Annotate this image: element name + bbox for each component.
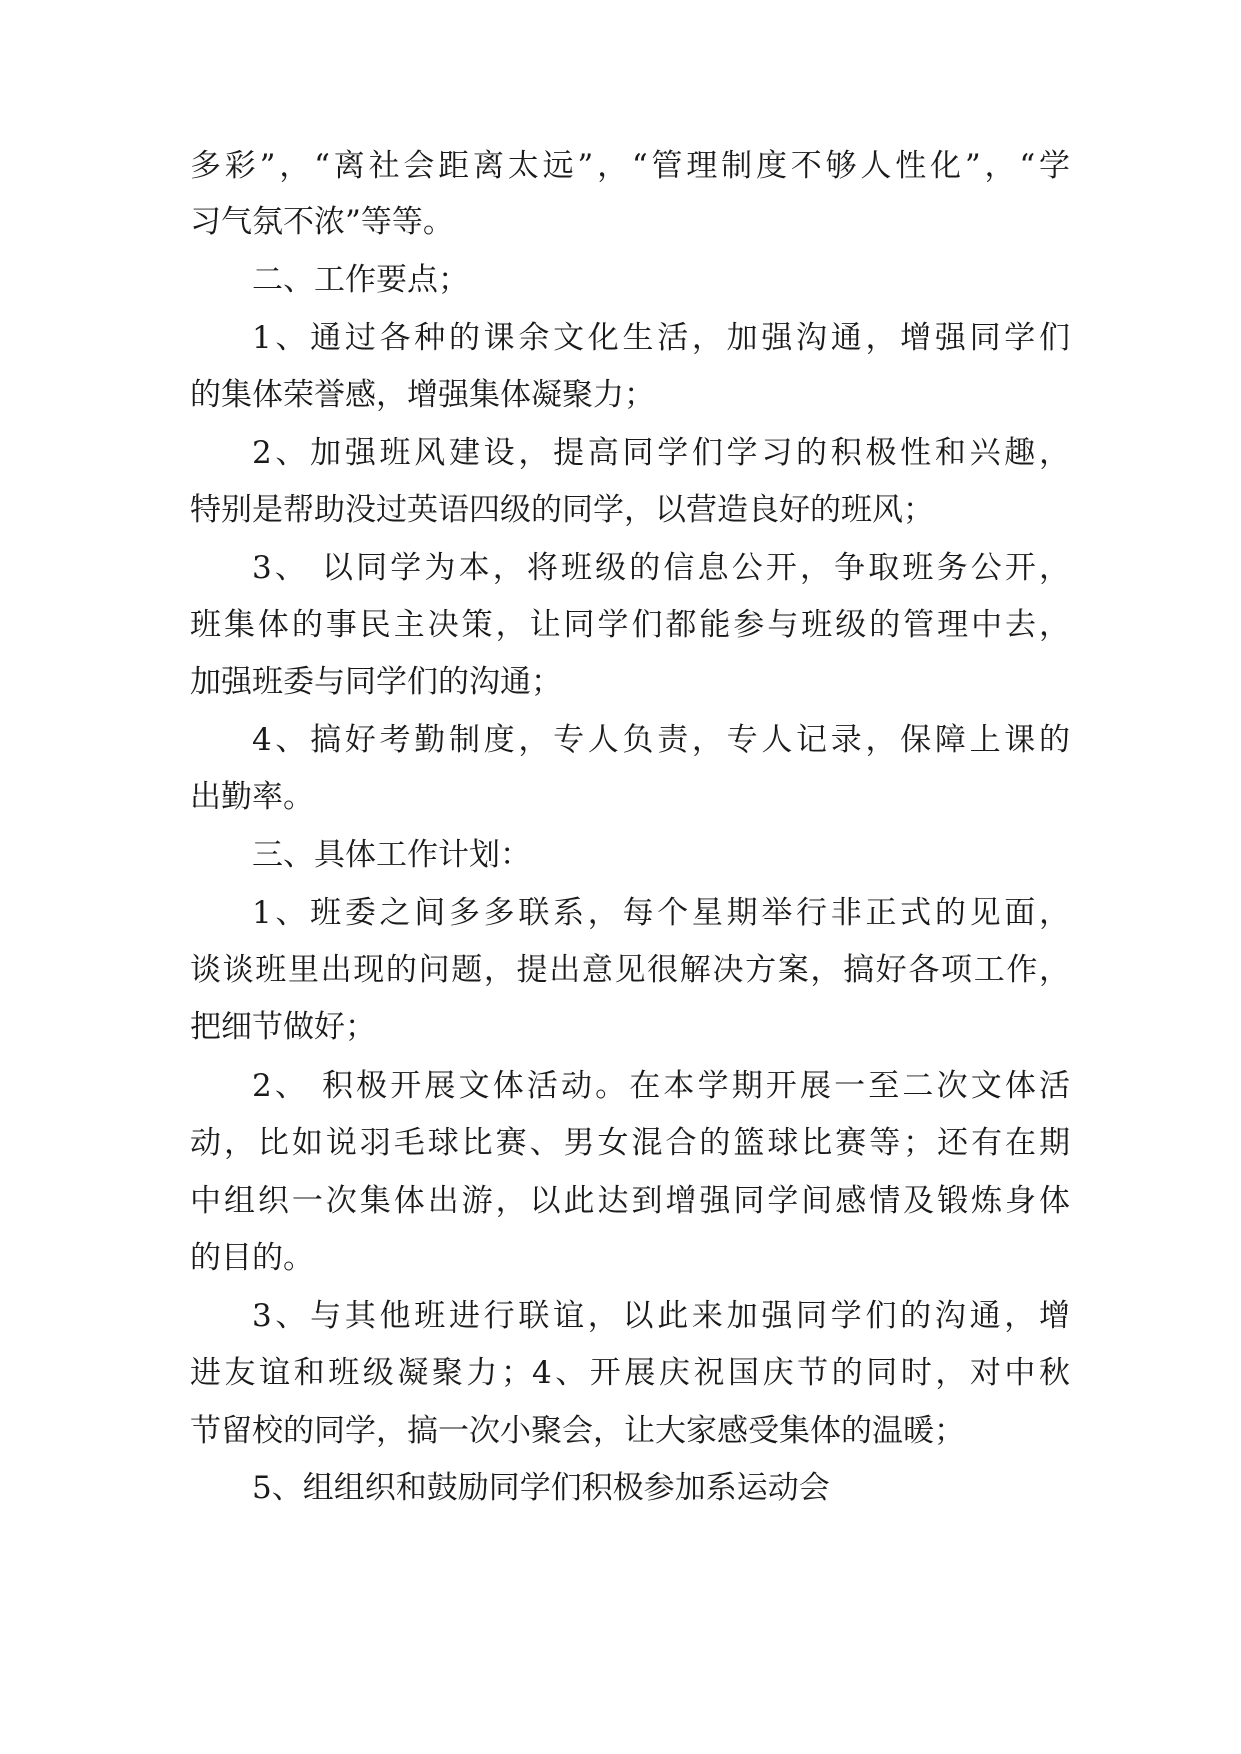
text-line: 加强班委与同学们的沟通； bbox=[190, 664, 562, 700]
text-line: 出勤率。 bbox=[190, 779, 314, 815]
text-line: 动，比如说羽毛球比赛、男女混合的篮球比赛等；还有在期 bbox=[190, 1125, 1070, 1161]
text-line: 特别是帮助没过英语四级的同学，以营造良好的班风； bbox=[190, 492, 934, 528]
text-line: 的集体荣誉感，增强集体凝聚力； bbox=[190, 377, 655, 413]
section-heading: 二、工作要点； bbox=[252, 262, 469, 298]
text-line: 3、与其他班进行联谊，以此来加强同学们的沟通，增 bbox=[252, 1298, 1070, 1334]
text-line: 进友谊和班级凝聚力；4、开展庆祝国庆节的同时，对中秋 bbox=[190, 1355, 1070, 1391]
text-line: 中组织一次集体出游，以此达到增强同学间感情及锻炼身体 bbox=[190, 1183, 1070, 1219]
text-line: 节留校的同学，搞一次小聚会，让大家感受集体的温暖； bbox=[190, 1413, 965, 1449]
text-line: 班集体的事民主决策，让同学们都能参与班级的管理中去， bbox=[190, 607, 1070, 643]
text-line: 5、组组织和鼓励同学们积极参加系运动会 bbox=[252, 1470, 830, 1506]
section-heading: 三、具体工作计划： bbox=[252, 837, 531, 873]
text-line: 习气氛不浓”等等。 bbox=[190, 204, 454, 240]
text-line: 的目的。 bbox=[190, 1240, 314, 1276]
text-line: 多彩”，“离社会距离太远”，“管理制度不够人性化”，“学 bbox=[190, 148, 1070, 184]
text-line: 把细节做好； bbox=[190, 1009, 376, 1045]
text-line: 1、通过各种的课余文化生活，加强沟通，增强同学们 bbox=[252, 320, 1070, 356]
text-line: 1、班委之间多多联系，每个星期举行非正式的见面， bbox=[252, 895, 1070, 931]
text-line: 2、加强班风建设，提高同学们学习的积极性和兴趣， bbox=[252, 435, 1070, 471]
text-line: 2、 积极开展文体活动。在本学期开展一至二次文体活 bbox=[252, 1068, 1070, 1104]
text-line: 3、 以同学为本，将班级的信息公开，争取班务公开， bbox=[252, 550, 1070, 586]
text-line: 4、搞好考勤制度，专人负责，专人记录，保障上课的 bbox=[252, 722, 1070, 758]
text-line: 谈谈班里出现的问题，提出意见很解决方案，搞好各项工作， bbox=[190, 952, 1070, 988]
